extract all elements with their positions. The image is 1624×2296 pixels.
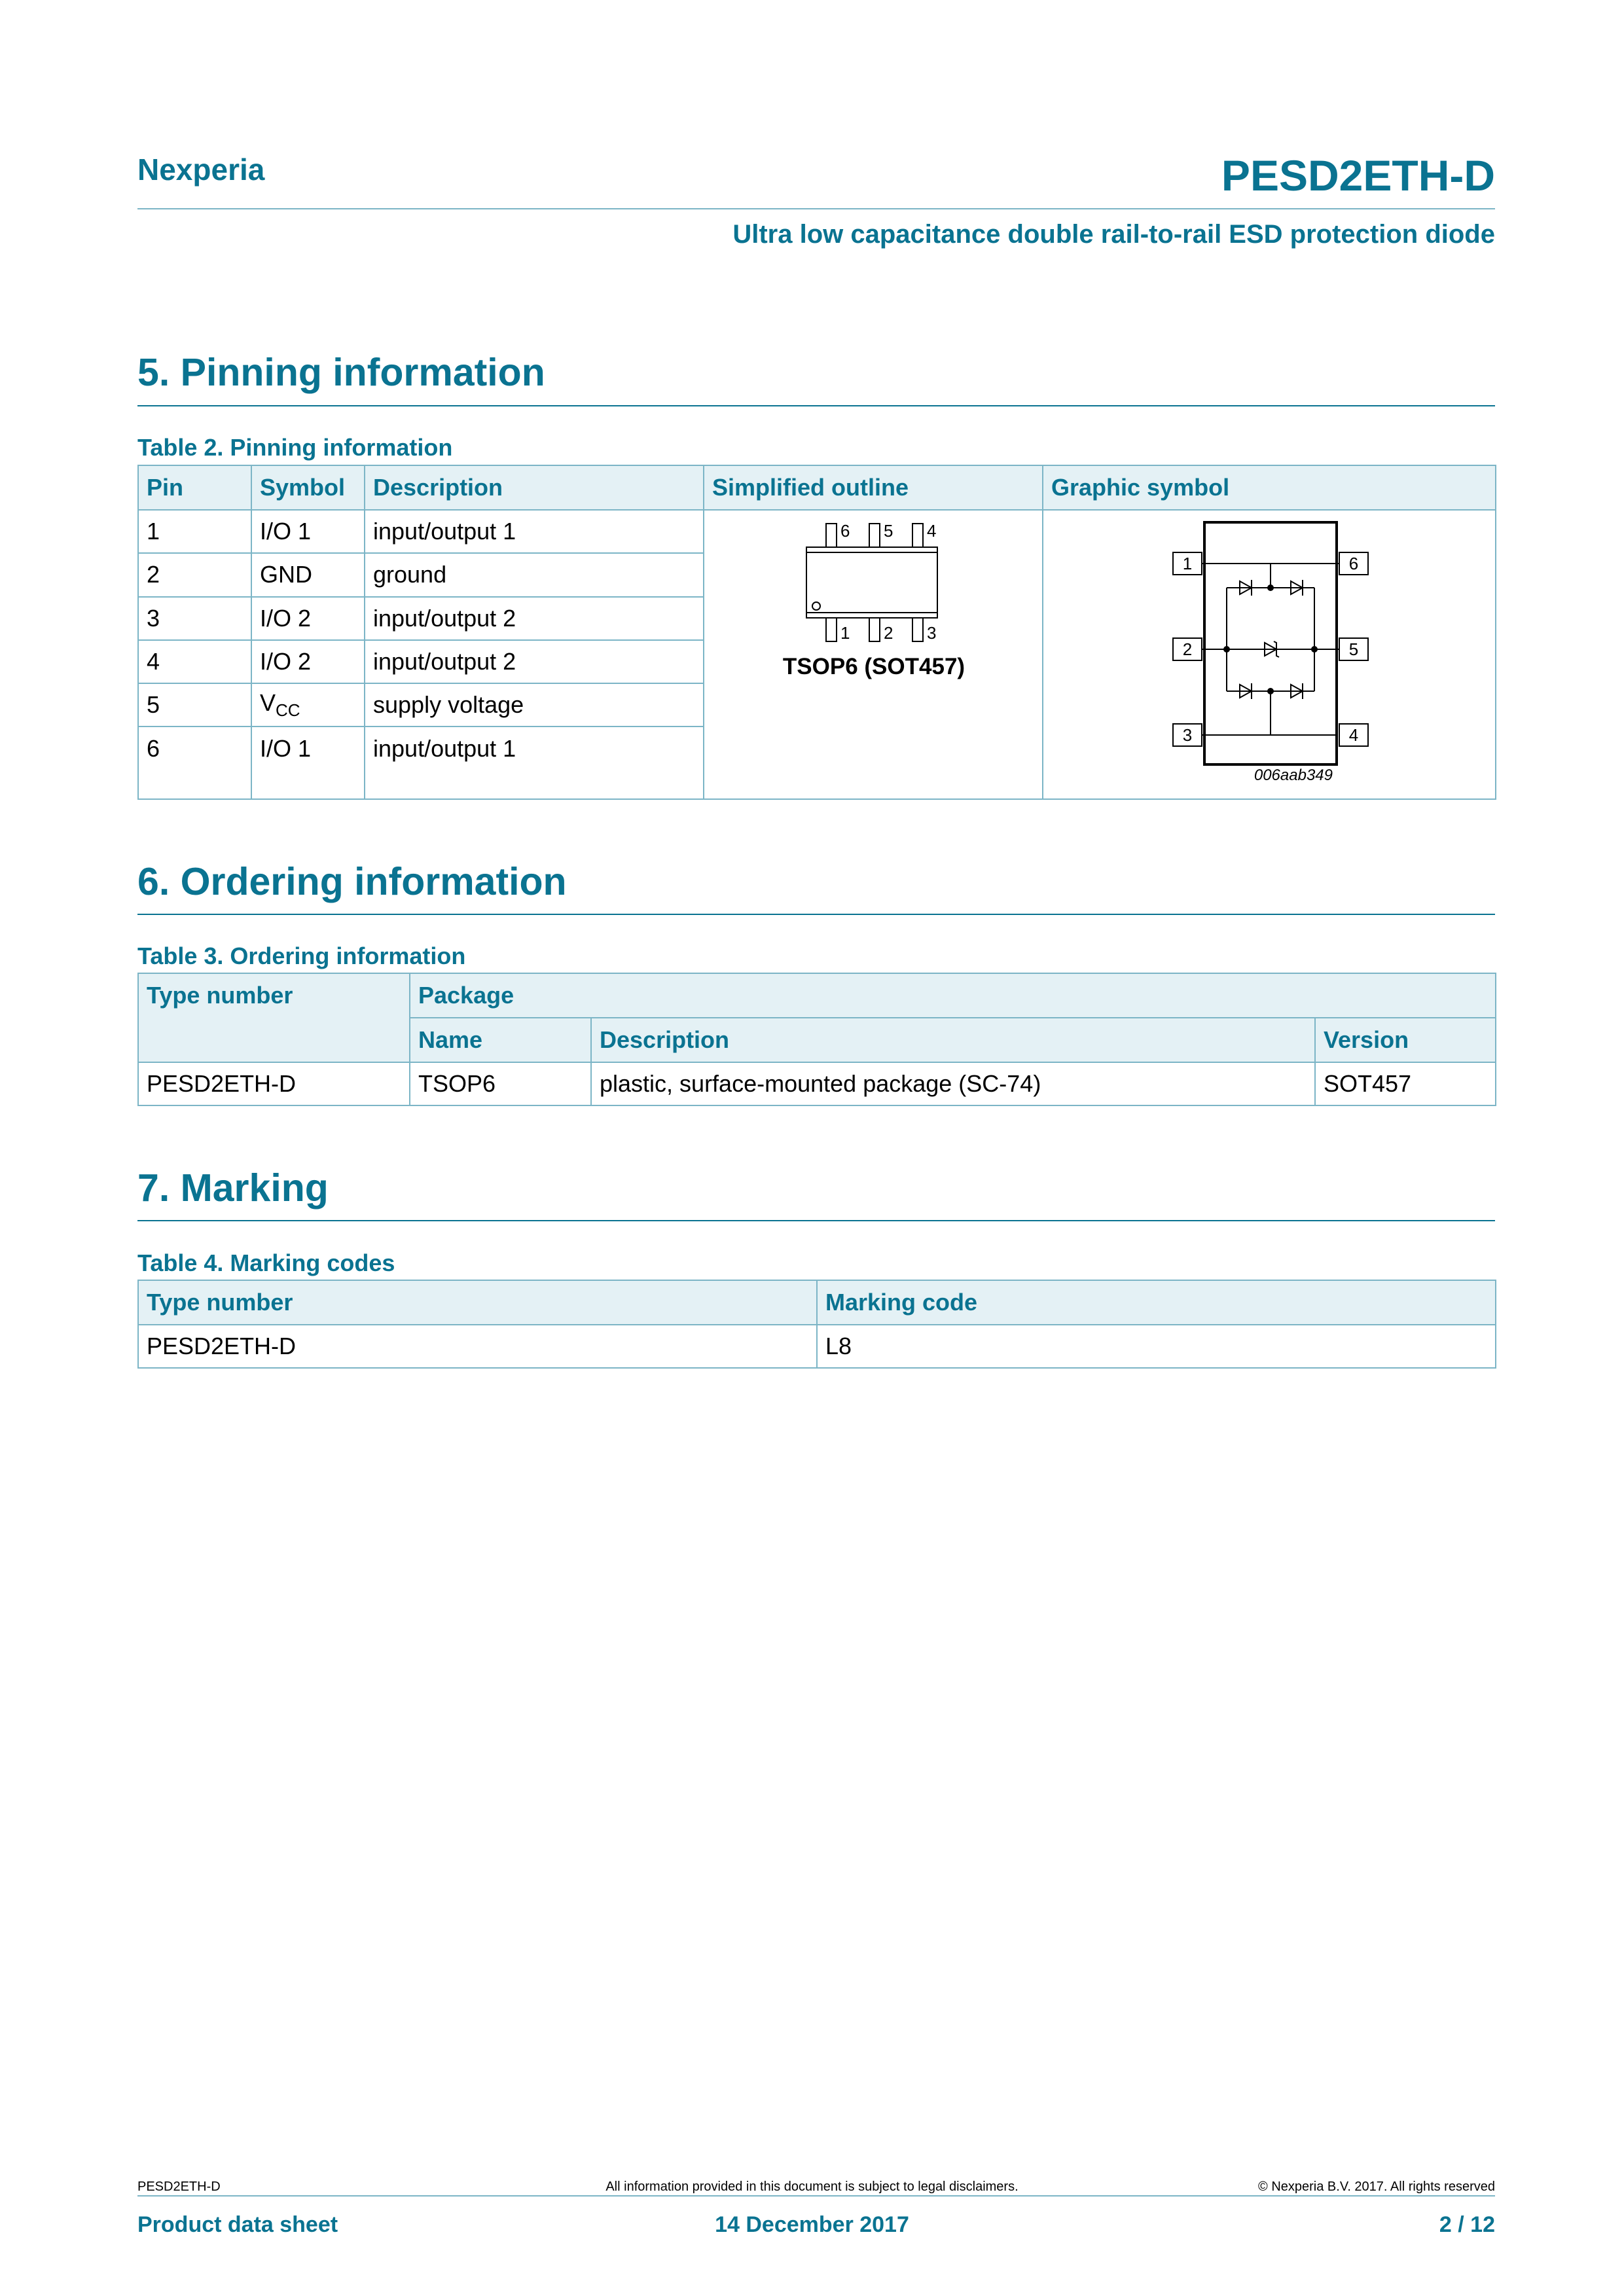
symbol-pin-label: 3	[1182, 725, 1193, 745]
cell-description: input/output 2	[365, 597, 704, 640]
table-row	[138, 1062, 1496, 1105]
symbol-subscript: CC	[276, 700, 300, 721]
table-header-row	[138, 1280, 1496, 1325]
product-subtitle: Ultra low capacitance double rail-to-rail ESD protection diode	[732, 220, 1495, 249]
symbol-pin-label: 1	[1182, 554, 1193, 573]
footer-disclaimer: All information provided in this document is subject to legal disclaimers.	[605, 2179, 1019, 2194]
footer-divider	[137, 2195, 1495, 2197]
pinning-table	[137, 465, 1496, 800]
cell-pin: 4	[138, 640, 251, 683]
lead-1	[826, 618, 837, 641]
package-outline-drawing	[704, 511, 1043, 798]
outline-pin-label: 5	[884, 521, 893, 541]
cell-version: SOT457	[1315, 1062, 1496, 1105]
col-header-name: Name	[410, 1018, 591, 1062]
footer-doc-id: PESD2ETH-D	[137, 2179, 221, 2194]
col-header-description: Description	[365, 465, 704, 510]
cell-description: input/output 1	[365, 726, 704, 799]
col-header-package: Package	[410, 973, 1496, 1018]
cell-pin: 6	[138, 726, 251, 799]
package-label: TSOP6 (SOT457)	[782, 654, 965, 679]
circuit-symbol-drawing	[1043, 511, 1496, 798]
cell-type: PESD2ETH-D	[138, 1325, 817, 1368]
cell-description: plastic, surface-mounted package (SC-74)	[591, 1062, 1315, 1105]
simplified-outline-cell	[704, 510, 1043, 799]
graphic-symbol-cell	[1043, 510, 1496, 799]
symbol-pin-label: 4	[1348, 725, 1359, 745]
cell-symbol: I/O 2	[251, 597, 365, 640]
cell-symbol: I/O 1	[251, 510, 365, 553]
table-caption-pinning: Table 2. Pinning information	[137, 434, 453, 461]
cell-symbol: GND	[251, 553, 365, 596]
symbol-pin-label: 2	[1182, 639, 1193, 659]
header-divider	[137, 208, 1495, 209]
company-name: Nexperia	[137, 152, 265, 187]
lead-5	[869, 524, 880, 547]
table-row	[138, 510, 1496, 553]
cell-symbol: I/O 1	[251, 726, 365, 799]
table-header-row	[138, 973, 1496, 1018]
cell-symbol: I/O 2	[251, 640, 365, 683]
cell-pin: 5	[138, 683, 251, 726]
table-row	[138, 1325, 1496, 1368]
footer-doc-type: Product data sheet	[137, 2212, 338, 2237]
footer-date: 14 December 2017	[715, 2212, 909, 2237]
table-header-row	[138, 465, 1496, 510]
lead-2	[869, 618, 880, 641]
cell-type: PESD2ETH-D	[138, 1062, 410, 1105]
section-divider	[137, 405, 1495, 406]
col-header-type: Type number	[138, 973, 410, 1062]
product-title: PESD2ETH-D	[1221, 151, 1495, 200]
symbol-main: V	[260, 689, 276, 717]
section-divider	[137, 914, 1495, 915]
package-body	[806, 547, 937, 618]
cell-code: L8	[817, 1325, 1496, 1368]
outline-pin-label: 6	[840, 521, 850, 541]
col-header-symbol: Symbol	[251, 465, 365, 510]
cell-description: input/output 2	[365, 640, 704, 683]
col-header-version: Version	[1315, 1018, 1496, 1062]
footer-copyright: © Nexperia B.V. 2017. All rights reserved	[1258, 2179, 1495, 2194]
lead-4	[912, 524, 923, 547]
cell-description: input/output 1	[365, 510, 704, 553]
col-header-description: Description	[591, 1018, 1315, 1062]
col-header-code: Marking code	[817, 1280, 1496, 1325]
outline-pin-label: 1	[840, 623, 850, 643]
marking-table	[137, 1280, 1496, 1369]
table-caption-marking: Table 4. Marking codes	[137, 1249, 395, 1276]
ordering-table	[137, 973, 1496, 1106]
outline-pin-label: 3	[927, 623, 937, 643]
lead-3	[912, 618, 923, 641]
section-title-ordering: 6. Ordering information	[137, 860, 567, 903]
cell-description: supply voltage	[365, 683, 704, 726]
symbol-pin-label: 5	[1348, 639, 1359, 659]
col-header-type: Type number	[138, 1280, 817, 1325]
col-header-pin: Pin	[138, 465, 251, 510]
figure-reference-code: 006aab349	[1254, 766, 1333, 784]
cell-pin: 2	[138, 553, 251, 596]
footer-page-number: 2 / 12	[1439, 2212, 1495, 2237]
cell-pin: 1	[138, 510, 251, 553]
lead-6	[826, 524, 837, 547]
outline-pin-label: 4	[927, 521, 937, 541]
table-caption-ordering: Table 3. Ordering information	[137, 942, 466, 969]
section-divider	[137, 1220, 1495, 1221]
cell-symbol	[251, 683, 365, 726]
col-header-graphic: Graphic symbol	[1043, 465, 1496, 510]
cell-description: ground	[365, 553, 704, 596]
col-header-outline: Simplified outline	[704, 465, 1043, 510]
section-title-marking: 7. Marking	[137, 1166, 329, 1210]
cell-name: TSOP6	[410, 1062, 591, 1105]
symbol-pin-label: 6	[1348, 554, 1359, 573]
section-title-pinning: 5. Pinning information	[137, 351, 545, 394]
outline-pin-label: 2	[884, 623, 893, 643]
cell-pin: 3	[138, 597, 251, 640]
